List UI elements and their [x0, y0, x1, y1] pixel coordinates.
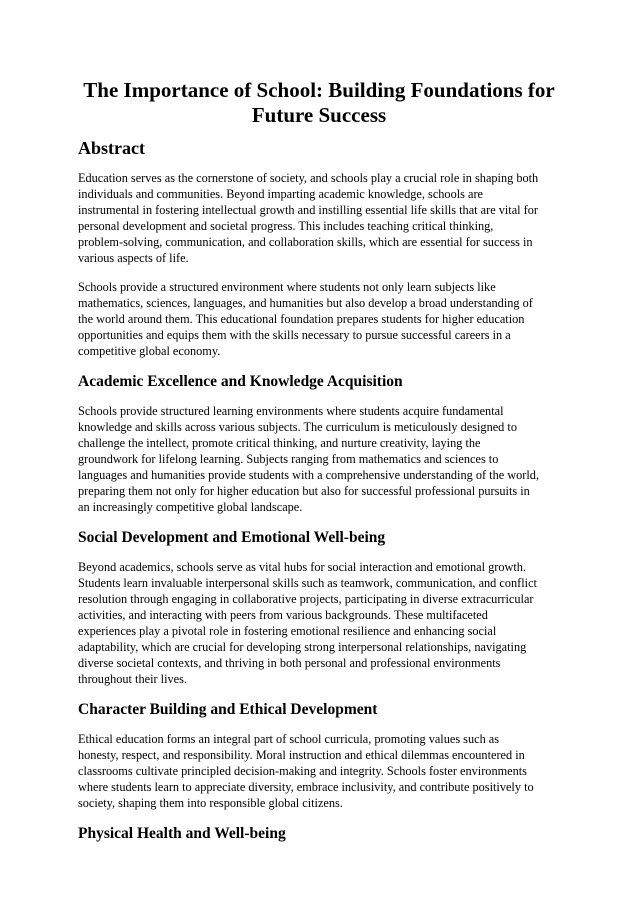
abstract-paragraph-2: Schools provide a structured environment where students not only learn subjects like mathematics, sciences, languages, and humanities but also develop a broad understanding of the world around them. This educational foundation prepares students for higher education opportunities and equips them with the skills necessary to pursue successful careers in a competitive global economy. — [78, 280, 533, 358]
section-heading-physical: Physical Health and Well-being — [78, 825, 286, 842]
section-body-character: Ethical education forms an integral part of school curricula, promoting values such as honesty, respect, and responsibility. Moral instruction and ethical dilemmas encountered in classrooms cultivate principled decision-making and integrity. Schools foster environments where students learn to appreciate diversity, embrace inclusivity, and contribute positively to society, shaping them into responsible global citizens. — [78, 732, 534, 810]
section-heading-social: Social Development and Emotional Well-being — [78, 529, 386, 546]
section-heading-academic: Academic Excellence and Knowledge Acquisition — [78, 373, 403, 390]
abstract-heading: Abstract — [78, 138, 145, 158]
section-heading-character: Character Building and Ethical Development — [78, 701, 378, 718]
abstract-paragraph-1: Education serves as the cornerstone of society, and schools play a crucial role in shaping both individuals and communities. Beyond imparting academic knowledge, schools are instrumental in fostering intellectual growth and instilling essential life skills that are vital for personal development and societal progress. This includes teaching critical thinking, problem-solving, communication, and collaboration skills, which are essential for success in various aspects of life. — [78, 171, 539, 265]
section-body-academic: Schools provide structured learning environments where students acquire fundamental knowledge and skills across various subjects. The curriculum is meticulously designed to challenge the intellect, promote critical thinking, and nurture creativity, laying the groundwork for lifelong learning. Subjects ranging from mathematics and sciences to languages and humanities provide students with a comprehensive understanding of the world, preparing them not only for higher education but also for successful professional pursuits in an increasingly competitive global landscape. — [78, 404, 540, 514]
section-body-social: Beyond academics, schools serve as vital hubs for social interaction and emotional growth. Students learn invaluable interpersonal skills such as teamwork, communication, and conflict resolution through engaging in collaborative projects, participating in diverse extracurricular activities, and interacting with peers from various backgrounds. These multifaceted experiences play a pivotal role in fostering emotional resilience and enhancing social adaptability, which are crucial for developing strong interpersonal relationships, navigating diverse societal contexts, and thriving in both personal and professional environments throughout their lives. — [78, 560, 537, 686]
document-title: The Importance of School: Building Foundations for Future Success — [83, 78, 555, 127]
